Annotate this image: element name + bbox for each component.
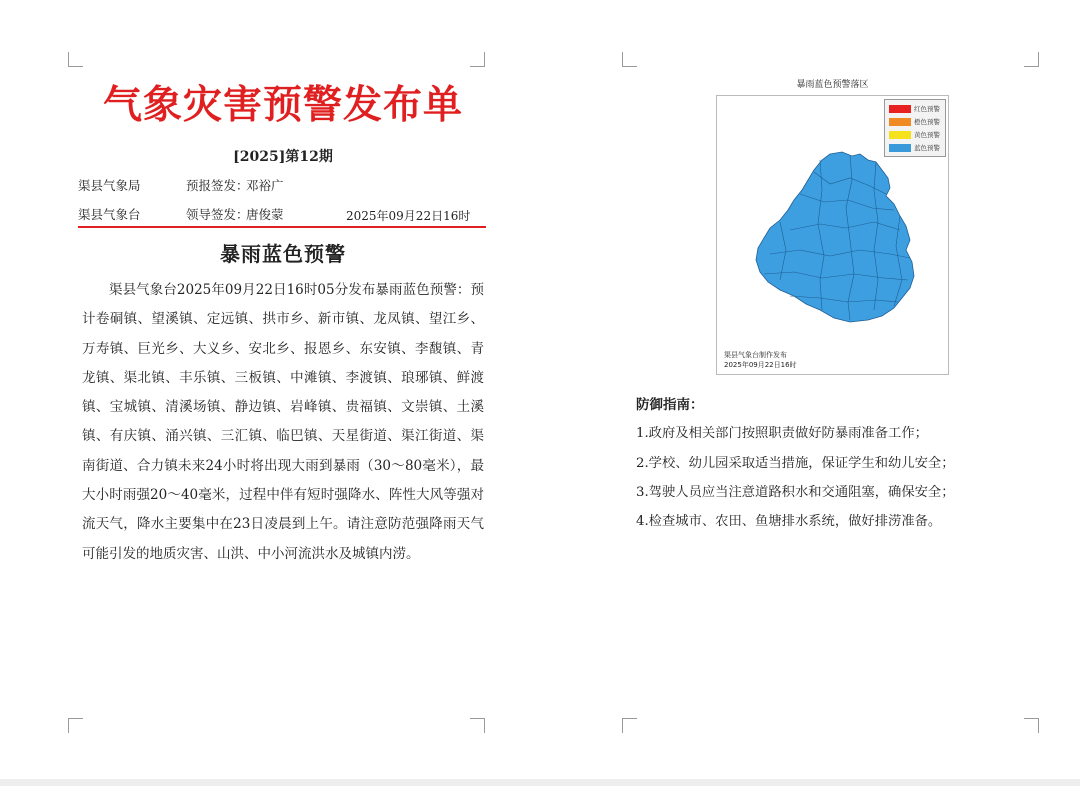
agency-observatory: 渠县气象台 (78, 207, 141, 222)
crop-mark-right-top-right (1024, 52, 1039, 67)
legend-label-orange: 橙色预警 (914, 118, 940, 126)
defense-guide-heading: 防御指南： (636, 397, 704, 413)
crop-mark-right-top-left (622, 52, 637, 67)
map-legend (884, 99, 946, 157)
agency-bureau: 渠县气象局 (78, 178, 141, 193)
guide-item-4: 4.检查城市、农田、鱼塘排水系统，做好排涝准备。 (636, 514, 942, 529)
guide-item-1: 1.政府及相关部门按照职责做好防暴雨准备工作； (636, 426, 928, 441)
legend-item-yellow (889, 130, 940, 141)
issue-number: [2025]第12期 (233, 149, 333, 165)
legend-swatch-red (889, 105, 911, 113)
guide-item-2: 2.学校、幼儿园采取适当措施，保证学生和幼儿安全； (636, 456, 955, 471)
legend-item-red (889, 104, 940, 115)
county-region (756, 152, 914, 322)
issue-datetime: 2025年09月22日16时 (346, 209, 471, 223)
crop-mark-left-bottom-left (68, 718, 83, 733)
legend-swatch-orange (889, 118, 911, 126)
forecast-signer: 邓裕广 (246, 178, 284, 193)
crop-mark-right-bottom-left (622, 718, 637, 733)
legend-label-red: 红色预警 (914, 105, 940, 113)
document-title: 气象灾害预警发布单 (102, 82, 463, 128)
legend-label-blue: 蓝色预警 (914, 144, 940, 152)
crop-mark-left-top-right (470, 52, 485, 67)
warning-title: 暴雨蓝色预警 (220, 242, 346, 266)
legend-label-yellow: 黄色预警 (914, 131, 940, 139)
crop-mark-left-top-left (68, 52, 83, 67)
forecast-sign-label: 预报签发： (186, 178, 249, 193)
crop-mark-left-bottom-right (470, 718, 485, 733)
crop-mark-right-bottom-right (1024, 718, 1039, 733)
leader-sign-label: 领导签发： (186, 207, 249, 222)
legend-item-orange (889, 117, 940, 128)
map-credit-agency: 渠县气象台制作发布 (724, 351, 787, 359)
map-title: 暴雨蓝色预警落区 (796, 80, 869, 90)
legend-swatch-yellow (889, 131, 911, 139)
viewer-bottom-strip (0, 779, 1080, 786)
red-separator-line (78, 226, 486, 228)
guide-item-3: 3.驾驶人员应当注意道路积水和交通阻塞，确保安全； (636, 485, 955, 500)
map-credit-date: 2025年09月22日16时 (724, 361, 797, 369)
warning-body: 渠县气象台2025年09月22日16时05分发布暴雨蓝色预警：预计卷硐镇、望溪镇、定远镇、拱市乡、新市镇、龙凤镇、望江乡、万寿镇、巨光乡、大义乡、安北乡、报恩乡、东安镇、李馥镇、青龙镇、渠北镇、丰乐镇、三板镇、中滩镇、李渡镇、琅琊镇、鲜渡镇、宝城镇、清溪场镇、静边镇、岩峰镇、贵福镇、文崇镇、土溪镇、有庆镇、涌兴镇、三汇镇、临巴镇、天星街道、渠江街道、渠南街道、合力镇未来24小时将出现大雨到暴雨（30～80毫米），最大小时雨强20～40毫米，过程中伴有短时强降水、阵性大风等强对流天气，降水主要集中在23日凌晨到上午。请注意防范强降雨天气可能引发的地质灾害、山洪、中小河流洪水及城镇内涝。 (82, 282, 484, 562)
county-map (750, 150, 920, 325)
leader-signer: 唐俊蒙 (246, 207, 284, 222)
